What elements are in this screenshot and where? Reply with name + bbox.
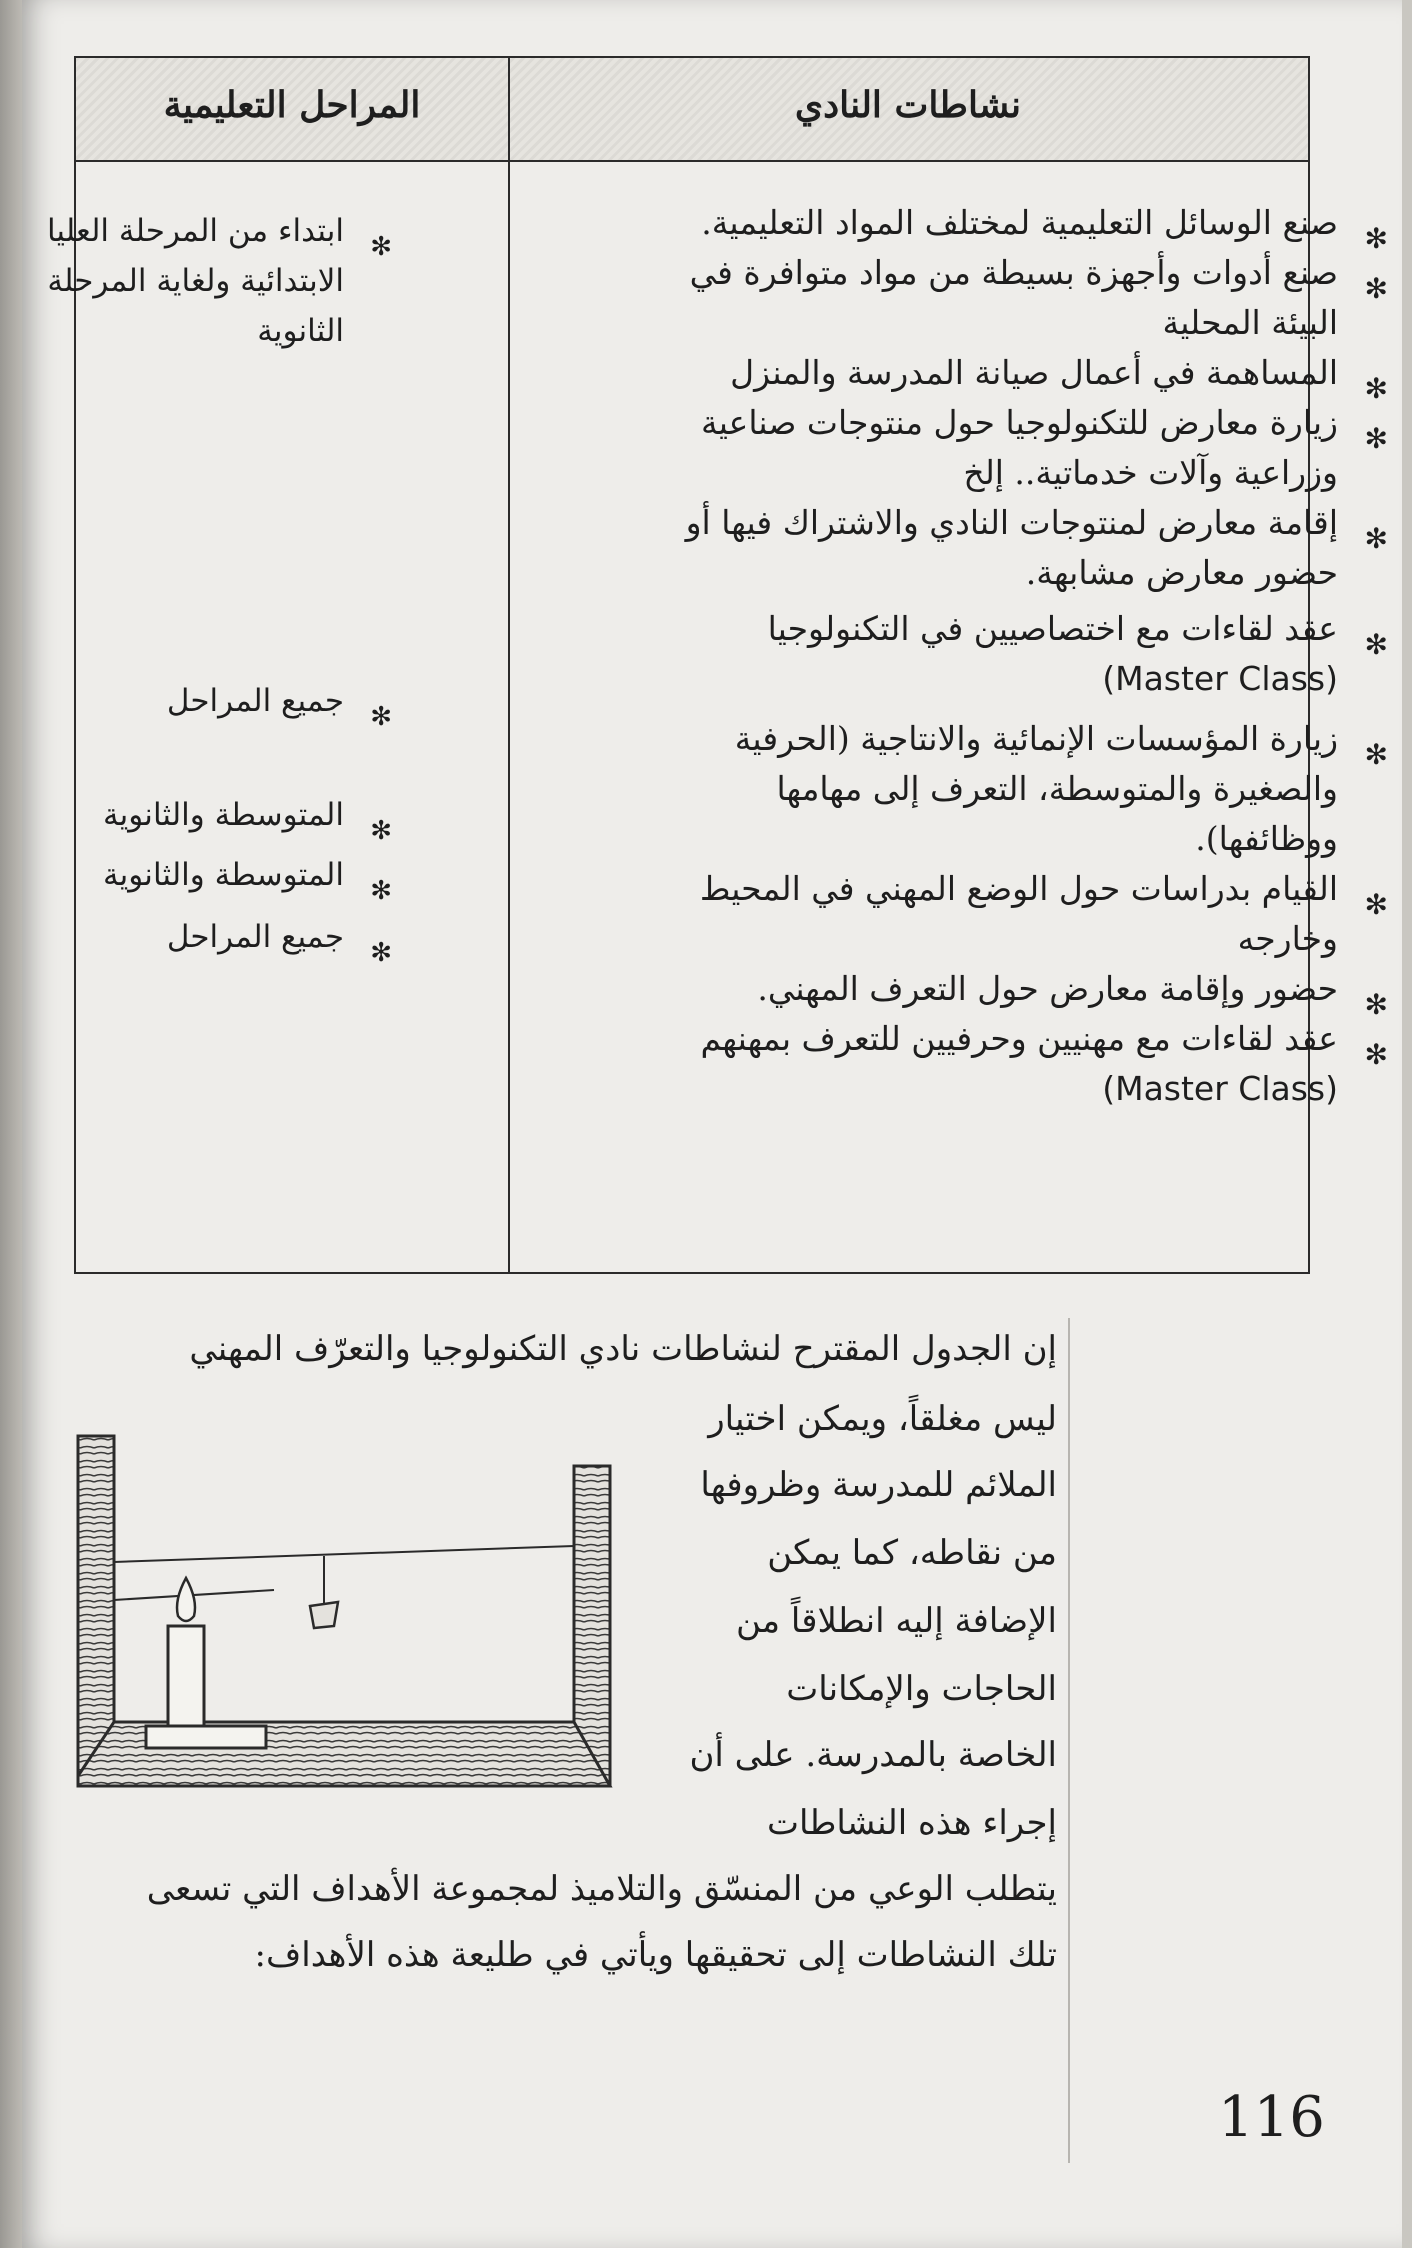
candle-holder bbox=[146, 1726, 266, 1748]
hanging-weight bbox=[310, 1602, 338, 1628]
margin-rule bbox=[1068, 1318, 1070, 2163]
asterisk-bullet-icon: ✻ bbox=[1364, 888, 1388, 921]
activity-item: ✻ زيارة معارض للتكنولوجيا حول منتوجات صناعية وزراعية وآلات خدماتية.. إلخ bbox=[701, 403, 1388, 492]
paragraph-line: الملائم للمدرسة وظروفها bbox=[700, 1465, 1057, 1505]
paragraph-line: ليس مغلقاً، ويمكن اختيار bbox=[708, 1399, 1057, 1439]
left-wood-post bbox=[78, 1436, 114, 1776]
asterisk-bullet-icon: ✻ bbox=[370, 816, 392, 846]
paragraph-line: الإضافة إليه انطلاقاً من bbox=[735, 1601, 1057, 1641]
header-club-activities: نشاطات النادي bbox=[794, 84, 1022, 126]
asterisk-bullet-icon: ✻ bbox=[1364, 988, 1388, 1021]
asterisk-bullet-icon: ✻ bbox=[370, 702, 392, 732]
paragraph-line: تلك النشاطات إلى تحقيقها ويأتي في طليعة هذه الأهداف: bbox=[254, 1935, 1057, 1975]
header-educational-stages: المراحل التعليمية bbox=[163, 84, 421, 126]
activity-item: ✻ المساهمة في أعمال صيانة المدرسة والمنزل bbox=[628, 348, 1388, 398]
asterisk-bullet-icon: ✻ bbox=[1364, 1038, 1388, 1071]
asterisk-bullet-icon: ✻ bbox=[370, 232, 392, 262]
stage-item: ✻ المتوسطة والثانوية bbox=[0, 850, 392, 900]
paragraph-line: إن الجدول المقترح لنشاطات نادي التكنولوجيا والتعرّف المهني bbox=[189, 1329, 1057, 1369]
asterisk-bullet-icon: ✻ bbox=[1364, 738, 1388, 771]
candle bbox=[168, 1626, 204, 1730]
asterisk-bullet-icon: ✻ bbox=[1364, 628, 1388, 661]
asterisk-bullet-icon: ✻ bbox=[370, 938, 392, 968]
column-divider bbox=[508, 58, 510, 1272]
paragraph-line: من نقاطه، كما يمكن bbox=[767, 1533, 1057, 1573]
page-number: 116 bbox=[1218, 2085, 1325, 2150]
asterisk-bullet-icon: ✻ bbox=[370, 876, 392, 906]
paragraph-line: الحاجات والإمكانات bbox=[786, 1669, 1057, 1709]
activities-list bbox=[628, 198, 1388, 1114]
activity-item: ✻ عقد لقاءات مع مهنيين وحرفيين للتعرف بمهنهم (Master Class) bbox=[700, 1019, 1388, 1108]
string bbox=[114, 1546, 574, 1562]
candle-experiment-illustration bbox=[66, 1430, 626, 1826]
stage-item: ✻ ابتداء من المرحلة العليا الابتدائية ولغاية المرحلة الثانوية bbox=[46, 213, 392, 349]
paragraph-line: إجراء هذه النشاطات bbox=[766, 1803, 1057, 1843]
activity-item: ✻ عقد لقاءات مع اختصاصيين في التكنولوجيا (Master Class) bbox=[767, 609, 1388, 698]
asterisk-bullet-icon: ✻ bbox=[1364, 422, 1388, 455]
activity-item: ✻ القيام بدراسات حول الوضع المهني في المحيط وخارجه bbox=[699, 869, 1388, 958]
candle-flame bbox=[177, 1578, 195, 1621]
stage-item: ✻ جميع المراحل bbox=[0, 676, 392, 726]
activity-item: ✻ زيارة المؤسسات الإنمائية والانتاجية (الحرفية والصغيرة والمتوسطة، التعرف إلى مهامها ووظائفها). bbox=[734, 719, 1388, 858]
stage-item: ✻ المتوسطة والثانوية bbox=[0, 790, 392, 840]
asterisk-bullet-icon: ✻ bbox=[1364, 372, 1388, 405]
activity-item: ✻ حضور وإقامة معارض حول التعرف المهني. bbox=[628, 964, 1388, 1014]
asterisk-bullet-icon: ✻ bbox=[1364, 522, 1388, 555]
activity-item: ✻ إقامة معارض لمنتوجات النادي والاشتراك فيها أو حضور معارض مشابهة. bbox=[685, 503, 1388, 592]
activity-item: ✻ صنع الوسائل التعليمية لمختلف المواد التعليمية. bbox=[628, 198, 1388, 248]
activity-item: ✻ صنع أدوات وأجهزة بسيطة من مواد متوافرة في البيئة المحلية bbox=[689, 253, 1388, 342]
paragraph-line: يتطلب الوعي من المنسّق والتلاميذ لمجموعة الأهداف التي تسعى bbox=[146, 1869, 1057, 1909]
paragraph-line: الخاصة بالمدرسة. على أن bbox=[689, 1735, 1057, 1775]
stage-item: ✻ جميع المراحل bbox=[0, 912, 392, 962]
asterisk-bullet-icon: ✻ bbox=[1364, 272, 1388, 305]
asterisk-bullet-icon: ✻ bbox=[1364, 222, 1388, 255]
